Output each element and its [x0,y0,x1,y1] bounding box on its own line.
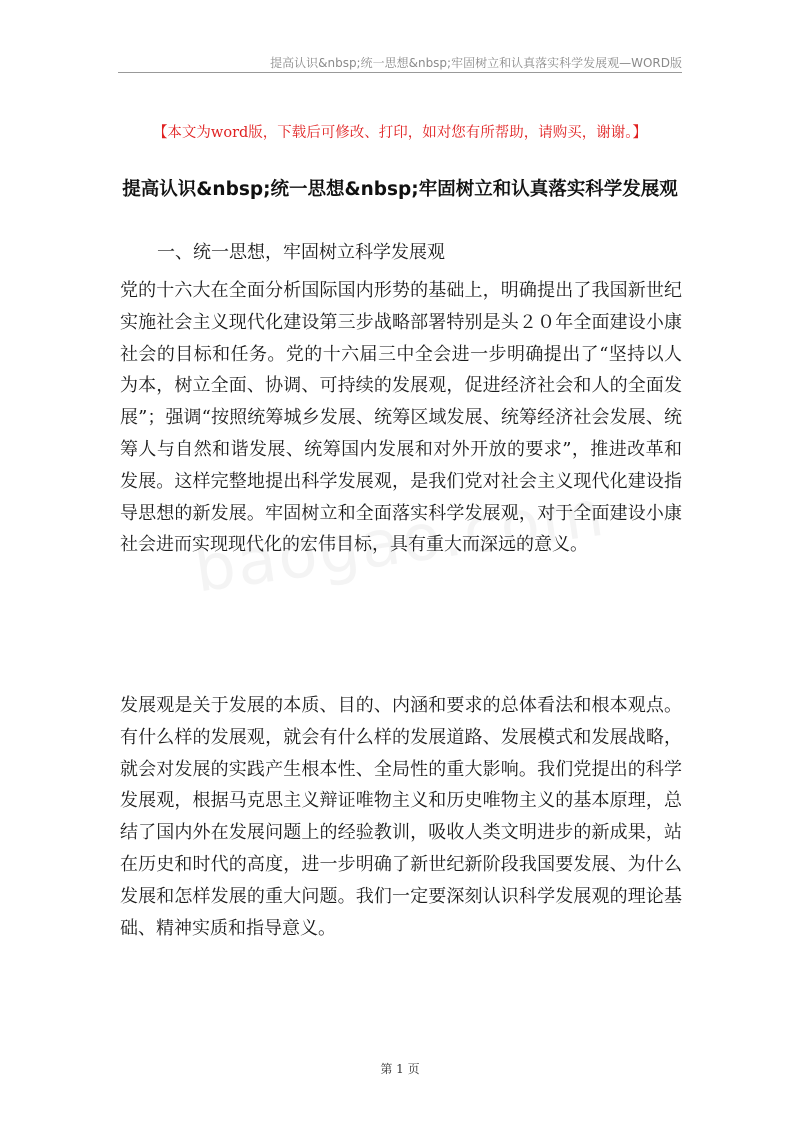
page-number: 第 1 页 [380,1062,420,1076]
section-heading: 一、统一思想，牢固树立科学发展观 [157,242,445,263]
body-paragraph: 党的十六大在全面分析国际国内形势的基础上，明确提出了我国新世纪实施社会主义现代化建设第三步战略部署特别是头２０年全面建设小康社会的目标和任务。党的十六届三中全会进一步明确提出了“坚持以人为本，树立全面、协调、可持续的发展观，促进经济社会和人的全面发展”；强调“按照统筹城乡发展、统筹区域发展、统筹经济社会发展、统筹人与自然和谐发展、统筹国内发展和对外开放的要求”，推进改革和发展。这样完整地提出科学发展观，是我们党对社会主义现代化建设指导思想的新发展。牢固树立和全面落实科学发展观，对于全面建设小康社会进而实现现代化的宏伟目标，具有重大而深远的意义。 [120,280,682,556]
body-paragraph: 发展观是关于发展的本质、目的、内涵和要求的总体看法和根本观点。有什么样的发展观，就会有什么样的发展道路、发展模式和发展战略，就会对发展的实践产生根本性、全局性的重大影响。我们党提出的科学发展观，根据马克思主义辩证唯物主义和历史唯物主义的基本原理，总结了国内外在发展问题上的经验教训，吸收人类文明进步的新成果，站在历史和时代的高度，进一步明确了新世纪新阶段我国要发展、为什么发展和怎样发展的重大问题。我们一定要深刻认识科学发展观的理论基础、精神实质和指导意义。 [120,695,682,939]
header-divider [118,72,682,73]
purchase-notice: 【本文为word版，下载后可修改、打印，如对您有所帮助，请购买，谢谢。】 [152,125,648,141]
document-title: 提高认识&nbsp;统一思想&nbsp;牢固树立和认真落实科学发展观 [122,179,678,200]
running-header: 提高认识&nbsp;统一思想&nbsp;牢固树立和认真落实科学发展观—WORD版 [270,56,682,70]
